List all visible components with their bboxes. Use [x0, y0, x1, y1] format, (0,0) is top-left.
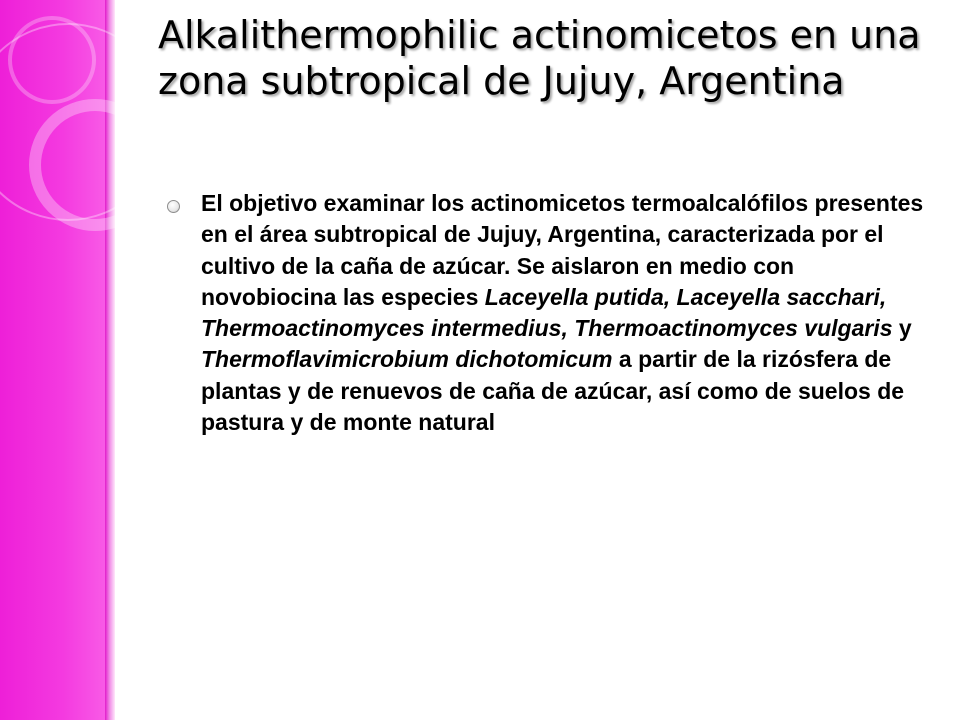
species-thermoflavimicrobium-italic: Thermoflavimicrobium dichotomicum: [201, 346, 613, 373]
bullet-segment-outro: a partir de la rizósfera de plantas y de renuevos de caña de azúcar, así como de suelos de pastura y de monte natural: [201, 346, 905, 436]
left-decor-band: [0, 0, 105, 720]
bullet-dot-icon: [167, 200, 180, 213]
bullet-segment-conjunction: y: [892, 315, 912, 342]
species-list-italic: Laceyella putida, Laceyella sacchari, Thermoactinomyces intermedius, Thermoactinomyces vulgaris: [201, 283, 893, 342]
slide-body: [165, 188, 935, 438]
bullet-segment-intro: El objetivo examinar los actinomicetos termoalcalófilos presentes en el área subtropical de Jujuy, Argentina, caracterizada por el cultivo de la caña de azúcar. Se aislaron en medio con novobiocina las especies: [201, 190, 924, 310]
bullet-text: [201, 188, 935, 438]
bullet-item: [165, 188, 935, 438]
band-edge-highlight: [105, 0, 115, 720]
slide-title: Alkalithermophilic actinomicetos en una zona subtropical de Jujuy, Argentina: [158, 13, 921, 103]
